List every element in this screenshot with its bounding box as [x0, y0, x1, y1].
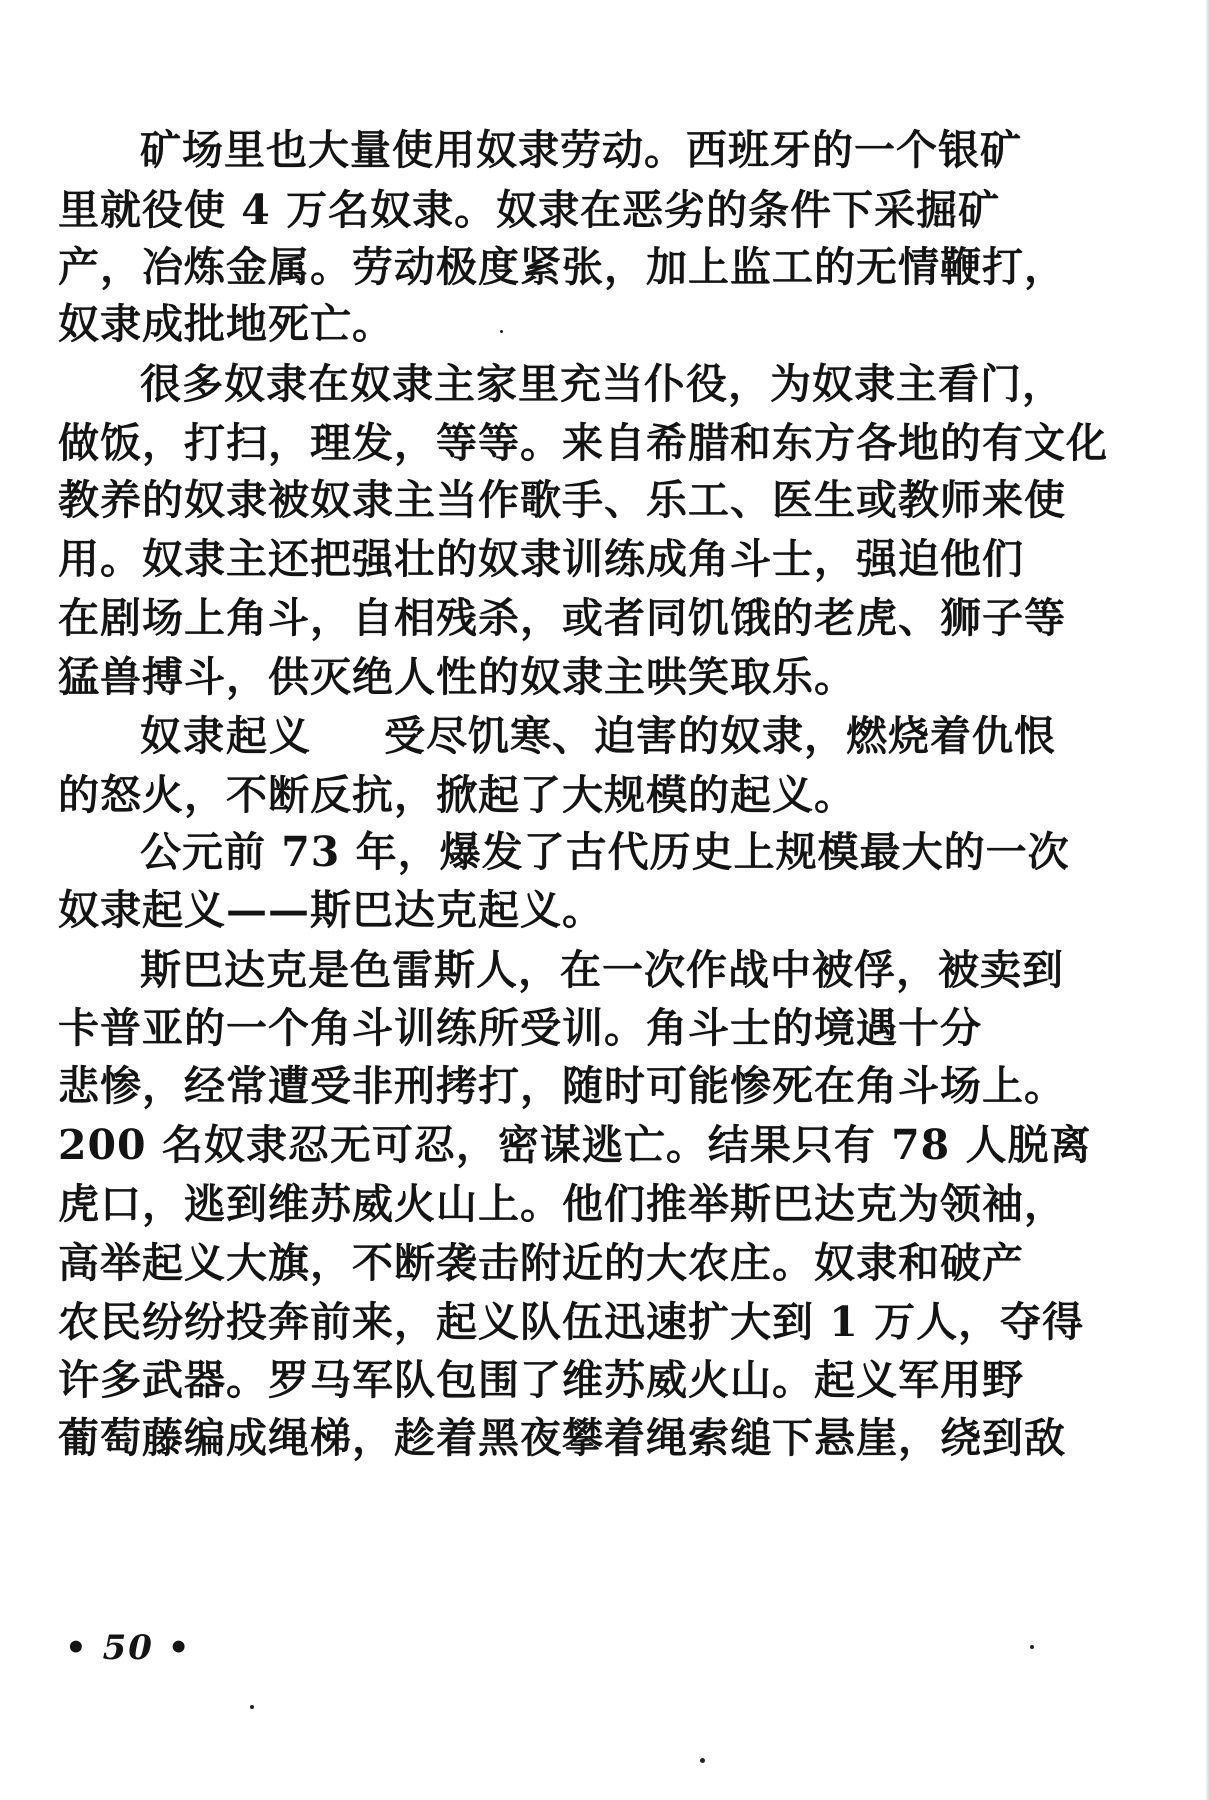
paragraph-1-line-2: 里就役使 4 万名奴隶。奴隶在恶劣的条件下采掘矿	[58, 186, 1001, 234]
paragraph-3-line-2: 的怒火，不断反抗，掀起了大规模的起义。	[58, 771, 856, 819]
page-edge-shadow	[1205, 0, 1209, 1800]
paragraph-1-line-1: 矿场里也大量使用奴隶劳动。西班牙的一个银矿	[140, 126, 1022, 174]
paragraph-4-line-2: 奴隶起义——斯巴达克起义。	[58, 886, 604, 934]
paragraph-5-line-7: 农民纷纷投奔前来，起义队伍迅速扩大到 1 万人，夺得	[58, 1298, 1085, 1346]
paragraph-5-line-5: 虎口，逃到维苏威火山上。他们推举斯巴达克为领袖，	[58, 1180, 1066, 1228]
paragraph-4-line-1: 公元前 73 年，爆发了古代历史上规模最大的一次	[140, 828, 1070, 876]
paragraph-2-line-5: 在剧场上角斗，自相残杀，或者同饥饿的老虎、狮子等	[58, 594, 1066, 642]
scan-speck	[250, 1705, 254, 1709]
paragraph-2-line-3: 教养的奴隶被奴隶主当作歌手、乐工、医生或教师来使	[58, 476, 1066, 524]
paragraph-2-line-1: 很多奴隶在奴隶主家里充当仆役，为奴隶主看门，	[140, 360, 1064, 408]
page-number: • 50 •	[65, 1628, 192, 1668]
paragraph-1-line-4: 奴隶成批地死亡。	[58, 300, 394, 348]
paragraph-2-line-4: 用。奴隶主还把强壮的奴隶训练成角斗士，强迫他们	[58, 535, 1024, 583]
paragraph-5-line-9: 葡萄藤编成绳梯，趁着黑夜攀着绳索缒下悬崖，绕到敌	[58, 1414, 1066, 1462]
scan-speck	[500, 330, 503, 333]
paragraph-5-line-8: 许多武器。罗马军队包围了维苏威火山。起义军用野	[58, 1356, 1024, 1404]
scan-speck	[1030, 1645, 1034, 1649]
paragraph-3-line-1	[140, 706, 1056, 766]
section-heading: 奴隶起义	[140, 712, 312, 760]
paragraph-5-line-2: 卡普亚的一个角斗训练所受训。角斗士的境遇十分	[58, 1004, 982, 1052]
paragraph-5-line-3: 悲惨，经常遭受非刑拷打，随时可能惨死在角斗场上。	[58, 1062, 1066, 1110]
paragraph-2-line-2: 做饭，打扫，理发，等等。来自希腊和东方各地的有文化	[58, 419, 1108, 467]
scan-speck	[700, 1758, 705, 1763]
paragraph-2-line-6: 猛兽搏斗，供灭绝人性的奴隶主哄笑取乐。	[58, 653, 856, 701]
paragraph-5-line-4: 200 名奴隶忍无可忍，密谋逃亡。结果只有 78 人脱离	[58, 1121, 1092, 1169]
paragraph-1-line-3: 产，冶炼金属。劳动极度紧张，加上监工的无情鞭打，	[58, 243, 1066, 291]
paragraph-5-line-6: 高举起义大旗，不断袭击附近的大农庄。奴隶和破产	[58, 1239, 1024, 1287]
paragraph-5-line-1: 斯巴达克是色雷斯人，在一次作战中被俘，被卖到	[140, 946, 1064, 994]
paragraph-3-line-1-text: 受尽饥寒、迫害的奴隶，燃烧着仇恨	[384, 712, 1056, 760]
